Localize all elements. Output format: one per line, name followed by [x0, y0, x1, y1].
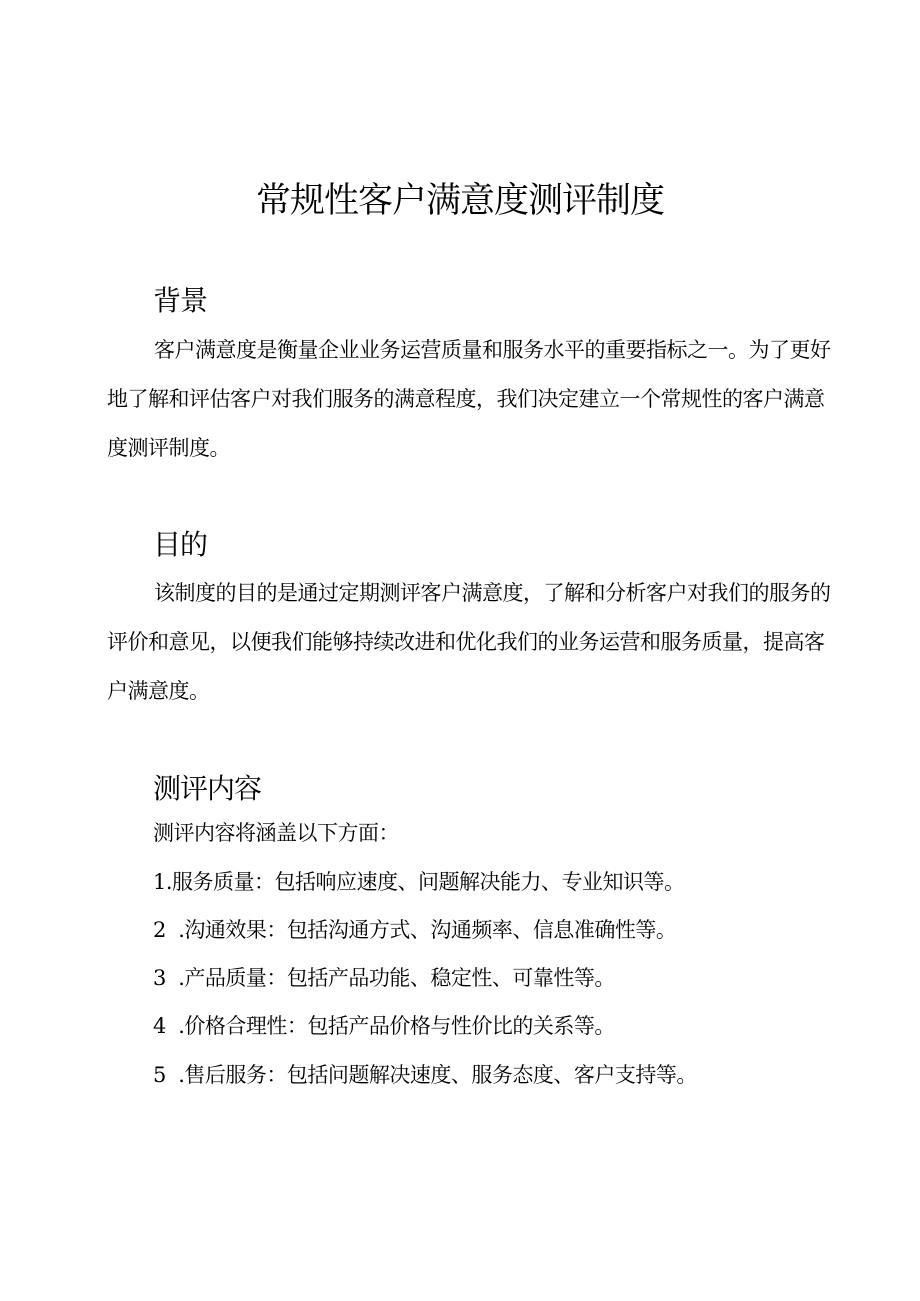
section-body-background: 客户满意度是衡量企业业务运营质量和服务水平的重要指标之一。为了更好地了解和评估客户对我们服务的满意程度，我们决定建立一个常规性的客户满意度测评制度。	[107, 338, 831, 460]
list-item-text: 服务质量：包括响应速度、问题解决能力、专业知识等。	[172, 870, 685, 894]
page-title: 常规性客户满意度测评制度	[255, 181, 664, 221]
list-item-number: 5 .	[153, 1063, 185, 1087]
list-item-text: 沟通效果：包括沟通方式、沟通频率、信息准确性等。	[184, 918, 677, 942]
section-heading-purpose: 目的	[153, 528, 208, 561]
section-heading-content: 测评内容	[153, 772, 262, 805]
list-item-number: 3 .	[153, 966, 185, 990]
section-heading-background: 背景	[153, 284, 208, 317]
list-item-number: 4 .	[153, 1014, 185, 1038]
list-item-text: 售后服务：包括问题解决速度、服务态度、客户支持等。	[184, 1063, 697, 1087]
list-item-text: 价格合理性：包括产品价格与性价比的关系等。	[184, 1014, 615, 1038]
list-item	[153, 867, 685, 897]
list-item	[153, 1060, 697, 1090]
list-item	[153, 1011, 615, 1041]
list-item	[153, 963, 615, 993]
list-item-number: 1.	[153, 870, 173, 894]
list-item	[153, 915, 676, 945]
list-item-number: 2 .	[153, 918, 185, 942]
list-item-text: 产品质量：包括产品功能、稳定性、可靠性等。	[184, 966, 615, 990]
content-intro: 测评内容将涵盖以下方面：	[153, 821, 399, 845]
section-body-purpose: 该制度的目的是通过定期测评客户满意度，了解和分析客户对我们的服务的评价和意见，以便我们能够持续改进和优化我们的业务运营和服务质量，提高客户满意度。	[107, 581, 831, 703]
